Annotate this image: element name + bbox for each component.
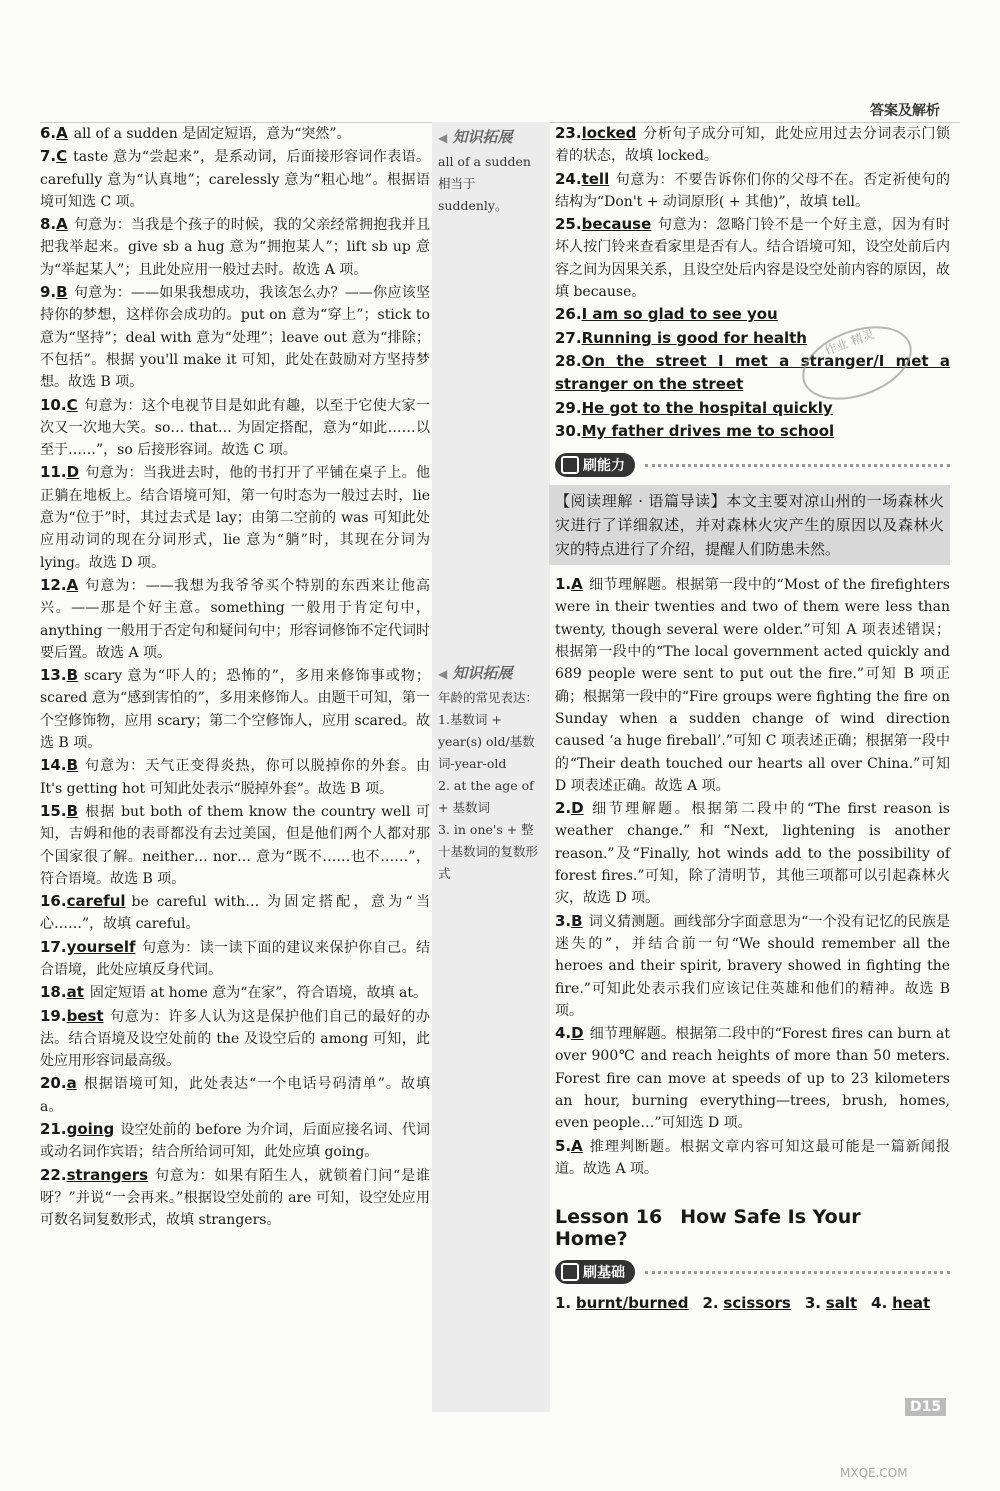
knowledge-line: 1.基数词 + year(s) old/基数词-year-old [438, 712, 535, 771]
item-explanation: 句意为：当我是个孩子的时候，我的父亲经常拥抱我并且把我举起来。give sb a hug 意为“拥抱某人”；lift sb up 意为“举起某人”；且此处应用一般过去时。故选 A 项。 [40, 217, 430, 278]
item-answer: A [56, 215, 68, 234]
item-explanation: 句意为：读一读下面的建议来保护你自己。结合语境，此处应填反身代词。 [40, 939, 430, 978]
answer-item [40, 800, 430, 890]
item-answer: heat [892, 1294, 931, 1313]
section-badge: 刷能力 [555, 453, 635, 477]
knowledge-line: 年龄的常见表达： [438, 690, 539, 705]
item-explanation: taste 意为“尝起来”，是系动词，后面接形容词作表语。carefully 意为“认真地”；carelessly 意为“粗心地”。根据语境可知选 C 项。 [40, 149, 430, 210]
item-explanation: 根据 but both of them know the country well 可知，吉姆和他的表哥都没有去过美国，但是他们两个人都对那个国家很了解。neither… nor… 意为“既不……也不……”，符合语境。故选 B 项。 [40, 803, 430, 887]
item-answer: salt [825, 1294, 858, 1313]
item-explanation: 句意为：不要告诉你们你的父母不在。否定祈使句的结构为“Don't + 动词原形( + 其他)”，故填 tell。 [555, 171, 950, 210]
item-number: 14. [40, 756, 67, 775]
answer-item [555, 420, 950, 443]
book-icon [561, 456, 579, 474]
sentence-text: He got to the hospital quickly [581, 398, 833, 417]
item-answer: yourself [66, 937, 136, 956]
item-answer: B [66, 756, 79, 775]
sentence-text: Running is good for health [581, 328, 807, 347]
knowledge-line: 相当于 suddenly。 [438, 176, 508, 213]
item-explanation: 句意为：这个电视节目是如此有趣，以至于它使大家一次又一次地大笑。so… that… 为固定搭配，意为“如此……以至于……”，so 后接形容词。故选 C 项。 [40, 397, 430, 459]
dotted-divider [645, 1271, 950, 1274]
knowledge-title: ◀ 知识拓展 [438, 664, 513, 682]
answer-item [555, 797, 950, 909]
item-explanation: 句意为：当我进去时，他的书打开了平铺在桌子上。他正躺在地板上。结合语境可知，第一句时态为一般过去时，lie 意为“位于”时，其过去式是 lay；由第二空前的 was 可知此处应用动词的现在分词形式，lie 意为“躺”时，其现在分词为 lying。故选 D 项。 [40, 465, 430, 571]
knowledge-line: 3. in one's + 整十基数词的复数形式 [438, 822, 539, 881]
book-icon [561, 1263, 579, 1281]
item-number: 1. [555, 1294, 572, 1313]
section-ability [555, 453, 950, 477]
item-answer: A [571, 1136, 583, 1155]
item-number: 2. [555, 799, 572, 818]
answer-list-right [555, 122, 950, 303]
item-number: 27. [555, 328, 582, 347]
item-number: 6. [40, 124, 57, 142]
item-answer: B [66, 801, 79, 820]
item-number: 29. [555, 398, 582, 417]
item-number: 22. [40, 1165, 67, 1184]
answer-item [555, 1022, 950, 1134]
knowledge-line: all of a sudden [438, 154, 531, 169]
item-answer: B [56, 283, 68, 302]
item-number: 21. [40, 1120, 67, 1139]
item-number: 12. [40, 575, 67, 594]
answer-item [40, 1164, 430, 1232]
watermark: MXQE.COM [840, 1466, 908, 1480]
answer-item [40, 145, 430, 213]
item-explanation: 细节理解题。根据第二段中的“The first reason is weather change.”和“Next, lightening is another reason.”及“Finally, hot winds add to the possibility of forest fires.”可知，除了清明节，其他三项都可以引起森林火灾，故选 D 项。 [555, 801, 950, 907]
lesson-title: How Safe Is Your Home? [555, 1206, 861, 1251]
item-number: 3. [804, 1294, 821, 1313]
answer-item [40, 574, 430, 664]
item-explanation: 细节理解题。根据第二段中的“Forest fires can burn at over 900℃ and reach heights of more than 50 meters. Forest fire can move at speeds of up to 23 kilometers an hour, burning everything—trees, brush, homes, even people…”可知选 D 项。 [555, 1026, 950, 1132]
answer-item [40, 754, 430, 800]
sentence-text: I am so glad to see you [581, 305, 778, 324]
item-number: 5. [555, 1136, 572, 1155]
section-basic [555, 1260, 950, 1284]
page-number: D15 [905, 1398, 946, 1416]
item-number: 20. [40, 1074, 67, 1093]
item-number: 16. [40, 892, 67, 911]
item-number: 4. [871, 1294, 888, 1313]
answer-item [555, 213, 950, 303]
answer-item [555, 910, 950, 1022]
item-number: 13. [40, 666, 67, 685]
reading-intro: 【阅读理解 · 语篇导读】本文主要对凉山州的一场森林火灾进行了详细叙述，并对森林火灾产生的原因以及森林火灾的特点进行了介绍，提醒人们防患未然。 [549, 485, 950, 565]
answer-list-left [40, 122, 430, 1232]
item-number: 10. [40, 395, 67, 414]
item-number: 30. [555, 421, 582, 440]
lesson-number: Lesson 16 [555, 1206, 663, 1229]
sentence-text: My father drives me to school [581, 421, 835, 440]
knowledge-box-2 [438, 662, 544, 885]
item-number: 24. [555, 169, 582, 188]
stamp-logo: 作业 精灵 [792, 312, 922, 413]
item-number: 15. [40, 801, 67, 820]
knowledge-line: 2. at the age of + 基数词 [438, 778, 534, 815]
sidebar-knowledge [432, 122, 550, 1412]
answer-item [40, 664, 430, 754]
item-answer: A [66, 575, 79, 594]
item-answer: tell [581, 169, 610, 188]
arrow-left-icon: ◀ [438, 131, 448, 145]
item-number: 8. [40, 215, 57, 234]
item-answer: D [571, 799, 584, 818]
item-explanation: 句意为：许多人认为这是保护他们自己的最好的办法。结合语境及设空处前的 the 及设空后的 among 可知，此处应用形容词最高级。 [40, 1008, 430, 1070]
item-answer: because [581, 215, 652, 234]
item-answer: D [571, 1024, 584, 1043]
item-number: 4. [555, 1024, 572, 1043]
item-number: 18. [40, 983, 67, 1002]
item-explanation: be careful with… 为固定搭配，意为“当心……”，故填 careful。 [40, 894, 430, 933]
item-explanation: 设空处前的 before 为介词，后面应接名词、代词或动名词作宾语；结合所给词可知，此处应填 going。 [40, 1122, 430, 1161]
answer-item [555, 1135, 950, 1181]
knowledge-box-1 [438, 126, 544, 217]
item-number: 23. [555, 124, 582, 142]
right-column [555, 122, 950, 1314]
item-answer: a [66, 1074, 77, 1093]
item-answer: C [56, 147, 68, 166]
answer-item [40, 1118, 430, 1164]
sentence-text: On the street I met a stranger/I met a stranger on the street [555, 351, 950, 394]
answer-item [555, 122, 950, 168]
item-number: 7. [40, 147, 57, 166]
item-explanation: 句意为：忽略门铃不是一个好主意，因为有时坏人按门铃来查看家里是否有人。结合语境可知，设空处前后内容之间为因果关系，且设空处后内容是设空处前内容的原因，故填 because。 [555, 217, 950, 301]
item-answer: strangers [66, 1165, 149, 1184]
item-number: 9. [40, 283, 57, 302]
item-number: 2. [702, 1294, 719, 1313]
answer-item [555, 303, 950, 326]
knowledge-title: ◀ 知识拓展 [438, 128, 513, 146]
item-explanation: 推理判断题。根据文章内容可知这最可能是一篇新闻报道。故选 A 项。 [555, 1138, 950, 1177]
answer-item [40, 461, 430, 573]
answer-item [40, 890, 430, 936]
answer-item [40, 213, 430, 281]
item-number: 1. [555, 575, 572, 594]
section-badge: 刷基础 [555, 1260, 635, 1284]
answer-item [40, 394, 430, 462]
item-number: 25. [555, 215, 582, 234]
answer-item [40, 122, 430, 145]
item-explanation: 固定短语 at home 意为“在家”，符合语境，故填 at。 [89, 985, 427, 1002]
item-answer: C [66, 395, 78, 414]
item-number: 11. [40, 463, 67, 482]
item-explanation: 句意为：——如果我想成功，我该怎么办？——你应该坚持你的梦想，这样你会成功的。put on 意为“穿上”；stick to 意为“坚持”；deal with 意为“处理”；leave out 意为“排除；不包括”。根据 you'll make it 可知，此处在鼓励对方坚持梦想。故选 B 项。 [40, 285, 430, 391]
item-answer: best [66, 1006, 104, 1025]
item-explanation: all of a sudden 是固定短语，意为“突然”。 [73, 126, 351, 142]
arrow-left-icon: ◀ [438, 667, 448, 681]
answer-item [40, 1005, 430, 1073]
item-answer: locked [581, 124, 637, 142]
answer-item [555, 573, 950, 797]
answer-item [40, 981, 430, 1004]
left-column [40, 122, 430, 1232]
item-answer: careful [66, 892, 126, 911]
item-explanation: 句意为：——我想为我爷爷买个特别的东西来让他高兴。——那是个好主意。something 一般用于肯定句中，anything 一般用于否定句和疑问句中；形容词修饰不定代词时要后置。故选 A 项。 [40, 577, 430, 661]
item-number: 26. [555, 305, 582, 324]
dotted-divider [645, 464, 950, 467]
item-explanation: 句意为：天气正变得炎热，你可以脱掉你的外套。由 It's getting hot 可知此处表示“脱掉外套”。故选 B 项。 [40, 758, 430, 797]
item-answer: scissors [723, 1294, 791, 1313]
answer-item [555, 168, 950, 214]
answer-item [40, 936, 430, 982]
item-explanation: 句意为：如果有陌生人，就锁着门问“是谁呀？”并说“一会再来。”根据设空处前的 are 可知，设空处应用可数名词复数形式，故填 strangers。 [40, 1167, 430, 1229]
item-explanation: 分析句子成分可知，此处应用过去分词表示门锁着的状态，故填 locked。 [555, 126, 950, 165]
reading-answers [555, 573, 950, 1180]
item-answer: A [56, 124, 68, 142]
item-explanation: scary 意为“吓人的；恐怖的”，多用来修饰事或物；scared 意为“感到害怕的”，多用来修饰人。由题干可知，第一个空修饰物，应用 scary；第二个空修饰人，应用 scared。故选 B 项。 [40, 668, 430, 752]
item-answer: A [571, 575, 583, 594]
item-answer: at [66, 983, 84, 1002]
item-answer: D [66, 463, 80, 482]
item-number: 17. [40, 937, 67, 956]
item-answer: B [66, 666, 79, 685]
lesson-heading [555, 1206, 950, 1250]
answer-item [555, 397, 950, 420]
item-answer: going [66, 1120, 115, 1139]
item-number: 19. [40, 1006, 67, 1025]
item-explanation: 根据语境可知，此处表达“一个电话号码清单”。故填 a。 [40, 1076, 430, 1115]
item-number: 28. [555, 351, 582, 370]
item-explanation: 词义猜测题。画线部分字面意思为“一个没有记忆的民族是迷失的”，并结合前一句“We should remember all the heroes and their spirit, bravery showed in fighting the fire.”可知此处表示我们应该记住英雄和他们的精神。故选 B 项。 [555, 913, 950, 1019]
answer-item [40, 1072, 430, 1118]
answer-item [40, 281, 430, 393]
header-title: 答案及解析 [870, 103, 940, 119]
item-number: 3. [555, 911, 572, 930]
item-answer: burnt/burned [575, 1294, 689, 1313]
item-answer: B [571, 911, 583, 930]
item-explanation: 细节理解题。根据第一段中的“Most of the firefighters were in their twenties and two of them were less than twenty, though several were older.”可知 A 项表述错误；根据第一段中的“The local government acted quickly and 689 people were sent to put out the fire.”可知 B 项正确；根据第一段中的“Fire groups were fighting the fire on Sunday when a sudden change of wind direction caused ‘a huge fireball’.”可知 C 项表述正确；根据第一段中的“Their death touched our hearts all over China.”可知 D 项表述正确。故选 A 项。 [555, 577, 950, 794]
basic-answer-row [555, 1292, 950, 1314]
